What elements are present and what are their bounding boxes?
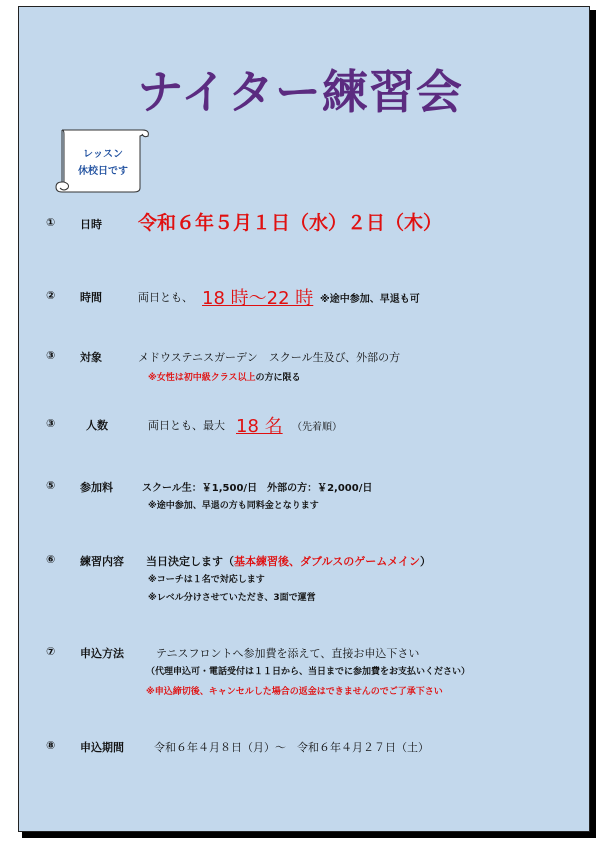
application-note-2: ※申込締切後、キャンセルした場合の返金はできませんのでご了承下さい xyxy=(146,687,443,697)
target-value: メドウステニスガーデン スクール生及び、外部の方 xyxy=(138,351,401,364)
item-label: 練習内容 xyxy=(80,555,124,568)
capacity-count: 18 名 xyxy=(236,416,283,437)
content-prefix: 当日決定します（ xyxy=(146,555,234,568)
item-label: 対象 xyxy=(80,351,102,364)
item-number: ② xyxy=(46,289,56,302)
target-restriction-rest: の方に限る xyxy=(255,373,301,383)
item-label: 人数 xyxy=(86,419,108,432)
content-main: 基本練習後、ダブルスのゲームメイン xyxy=(234,555,421,568)
content-suffix: ） xyxy=(420,555,432,568)
note-line1: レッスン xyxy=(83,149,123,160)
item-number: ③ xyxy=(46,349,56,362)
fee-value: スクール生：￥1,500/日 外部の方：￥2,000/日 xyxy=(142,483,373,494)
page-title: ナイター練習会 xyxy=(137,65,463,119)
time-range: 18 時〜22 時 xyxy=(202,288,314,309)
item-label: 申込方法 xyxy=(80,647,124,660)
period-value: 令和６年４月８日（月）〜 令和６年４月２７日（土） xyxy=(154,741,429,754)
item-label: 日時 xyxy=(80,218,102,231)
item-number: ③ xyxy=(46,417,56,430)
item-label: 申込期間 xyxy=(80,741,124,754)
application-value: テニスフロントへ参加費を添えて、直接お申込下さい xyxy=(156,647,420,660)
item-number: ⑤ xyxy=(46,479,56,492)
time-prefix: 両日とも、 xyxy=(138,291,193,304)
time-note: ※途中参加、早退も可 xyxy=(320,294,420,305)
item-number: ⑧ xyxy=(46,739,56,752)
item-number: ⑦ xyxy=(46,645,56,658)
item-label: 時間 xyxy=(80,291,102,304)
content-note-1: ※コーチは１名で対応します xyxy=(148,575,265,585)
capacity-note: （先着順） xyxy=(292,422,342,433)
content-note-2: ※レベル分けさせていただき、3面で運営 xyxy=(148,593,316,603)
fee-note: ※途中参加、早退の方も同料金となります xyxy=(148,501,319,511)
target-restriction: ※女性は初中級クラス以上 xyxy=(148,373,256,383)
capacity-prefix: 両日とも、最大 xyxy=(148,419,225,432)
application-note-1: （代理申込可・電話受付は１１日から、当日までに参加費をお支払いください） xyxy=(146,667,471,677)
note-scroll xyxy=(54,124,150,194)
note-line2: 休校日です xyxy=(78,166,128,177)
item-number: ① xyxy=(46,216,56,229)
event-date: 令和６年５月１日（水）２日（木） xyxy=(138,212,443,234)
item-number: ⑥ xyxy=(46,553,56,566)
item-label: 参加料 xyxy=(80,481,113,494)
